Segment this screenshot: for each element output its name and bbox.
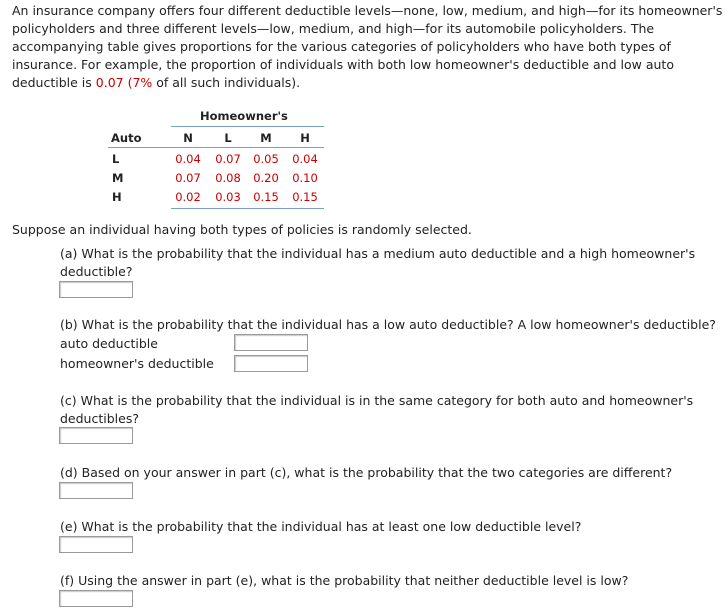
question-f: (f) Using the answer in part (e), what is the probability that neither deductible level is low? [60, 573, 629, 588]
table-cell: 0.10 [292, 171, 318, 185]
table-bottom-rule [171, 208, 324, 209]
table-cell: 0.04 [292, 152, 318, 166]
table-cell: 0.15 [253, 190, 279, 204]
column-header-m: M [260, 131, 272, 145]
row-label-h: H [112, 190, 122, 204]
table-header-rule [171, 126, 324, 127]
question-c: (c) What is the probability that the individual is in the same category for both auto and homeowner's deductibles? [60, 393, 694, 426]
table-row-header: Auto [111, 131, 142, 145]
answer-c-input[interactable] [59, 427, 133, 444]
table-cell: 0.20 [253, 171, 279, 185]
question-d: (d) Based on your answer in part (c), what is the probability that the two categories are different? [60, 465, 673, 480]
table-cell: 0.08 [215, 171, 241, 185]
answer-b-auto-label: auto deductible [60, 336, 158, 351]
table-cell: 0.07 [175, 171, 201, 185]
intro-example-value: 0.07 (7% [95, 75, 153, 90]
question-e: (e) What is the probability that the individual has at least one low deductible level? [60, 519, 582, 534]
row-label-m: M [112, 171, 124, 185]
question-b: (b) What is the probability that the individual has a low auto deductible? A low homeowner's deductible? [60, 317, 716, 332]
answer-b-home-label: homeowner's deductible [60, 356, 214, 371]
problem-intro [12, 2, 724, 92]
answer-b-auto-input[interactable] [234, 334, 308, 351]
intro-text-2: of all such individuals). [152, 75, 301, 90]
column-header-n: N [183, 131, 193, 145]
table-cell: 0.05 [253, 152, 279, 166]
table-group-header: Homeowner's [200, 109, 288, 123]
row-label-l: L [112, 152, 120, 166]
table-cell: 0.02 [175, 190, 201, 204]
answer-d-input[interactable] [59, 482, 133, 499]
column-header-h: H [300, 131, 310, 145]
answer-f-input[interactable] [59, 590, 133, 607]
table-cell: 0.03 [215, 190, 241, 204]
table-body-rule [108, 147, 324, 148]
answer-b-home-input[interactable] [234, 355, 308, 372]
table-cell: 0.04 [175, 152, 201, 166]
selection-prompt: Suppose an individual having both types of policies is randomly selected. [12, 222, 472, 237]
answer-e-input[interactable] [59, 536, 133, 553]
intro-text-1: An insurance company offers four different deductible levels—none, low, medium, and high—for its homeowner's policyholders and three different levels—low, medium, and high—for its automobile policyholders. The accompanying table gives proportions for the various categories of policyholders who have both types of insurance. For example, the proportion of individuals with both low homeowner's deductible and low auto deductible is [12, 3, 723, 90]
table-cell: 0.15 [292, 190, 318, 204]
question-a: (a) What is the probability that the individual has a medium auto deductible and a high homeowner's deductible? [60, 246, 696, 279]
column-header-l: L [224, 131, 232, 145]
table-cell: 0.07 [215, 152, 241, 166]
answer-a-input[interactable] [59, 281, 133, 298]
